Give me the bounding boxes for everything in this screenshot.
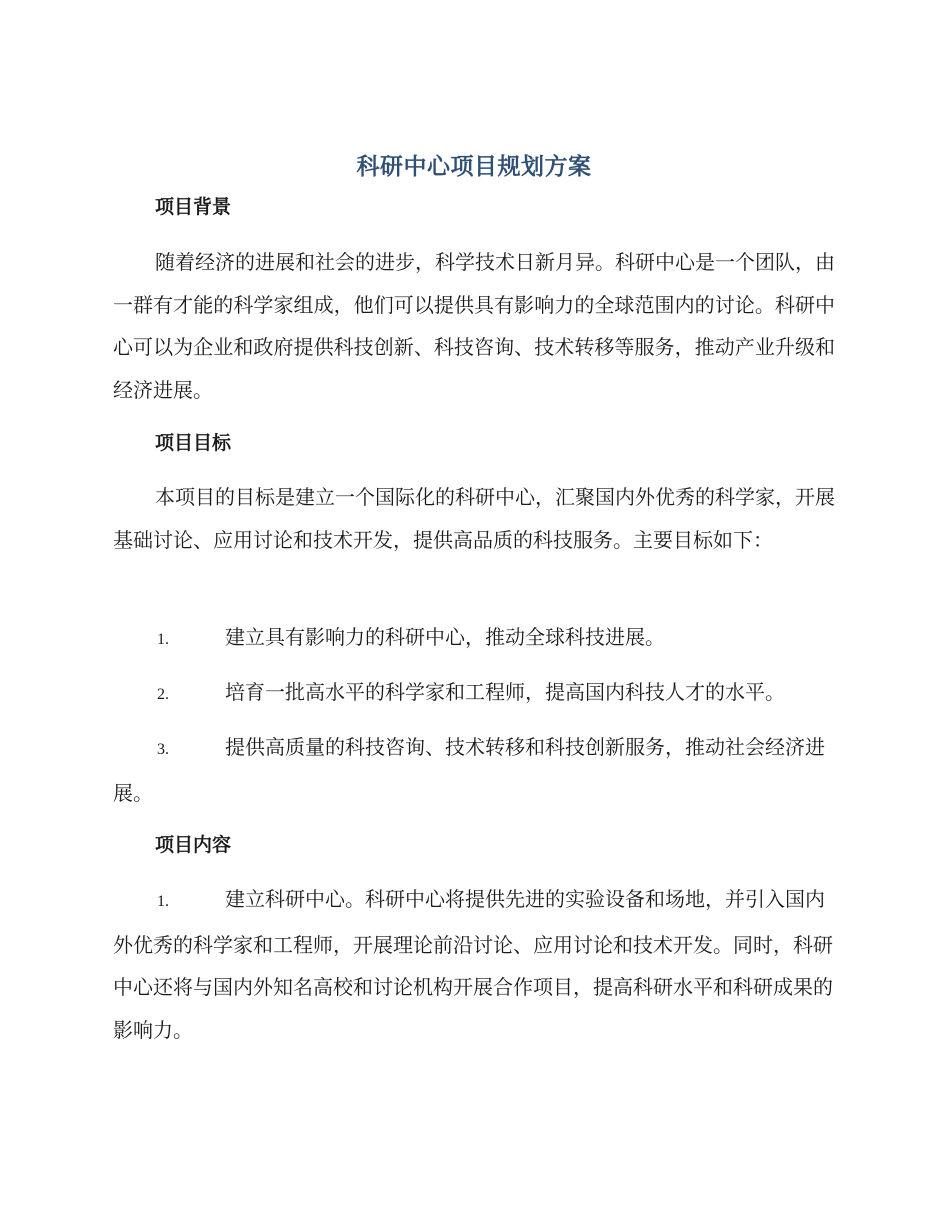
list-text: 培育一批高水平的科学家和工程师，提高国内科技人才的水平。 (225, 680, 785, 704)
document-title: 科研中心项目规划方案 (356, 154, 592, 180)
list-text: 建立科研中心。科研中心将提供先进的实验设备和场地，并引入国内外优秀的科学家和工程师，开展理论前沿讨论、应用讨论和技术开发。同时，科研中心还将与国内外知名高校和讨论机构开展合作项目，提高科研水平和科研成果的影响力。 (113, 887, 833, 1042)
list-number: 1. (157, 893, 169, 910)
list-number: 1. (157, 631, 169, 648)
section-heading-content: 项目内容 (155, 834, 232, 856)
list-number: 3. (157, 741, 169, 758)
section-heading-background: 项目背景 (155, 196, 232, 218)
goal-list-item (113, 671, 835, 717)
list-number: 2. (157, 686, 169, 703)
goal-list-item (113, 616, 835, 662)
goals-paragraph: 本项目的目标是建立一个国际化的科研中心，汇聚国内外优秀的科学家，开展基础讨论、应用讨论和技术开发，提供高品质的科技服务。主要目标如下： (113, 485, 835, 552)
goal-list-item (113, 726, 835, 814)
background-paragraph: 随着经济的进展和社会的进步，科学技术日新月异。科研中心是一个团队，由一群有才能的科学家组成，他们可以提供具有影响力的全球范围内的讨论。科研中心可以为企业和政府提供科技创新、科技咨询、技术转移等服务，推动产业升级和经济进展。 (113, 250, 835, 402)
content-list-item (113, 878, 835, 1051)
list-text: 建立具有影响力的科研中心，推动全球科技进展。 (225, 625, 665, 649)
section-heading-goals: 项目目标 (155, 432, 232, 454)
list-text: 提供高质量的科技咨询、技术转移和科技创新服务，推动社会经济进展。 (113, 735, 825, 805)
